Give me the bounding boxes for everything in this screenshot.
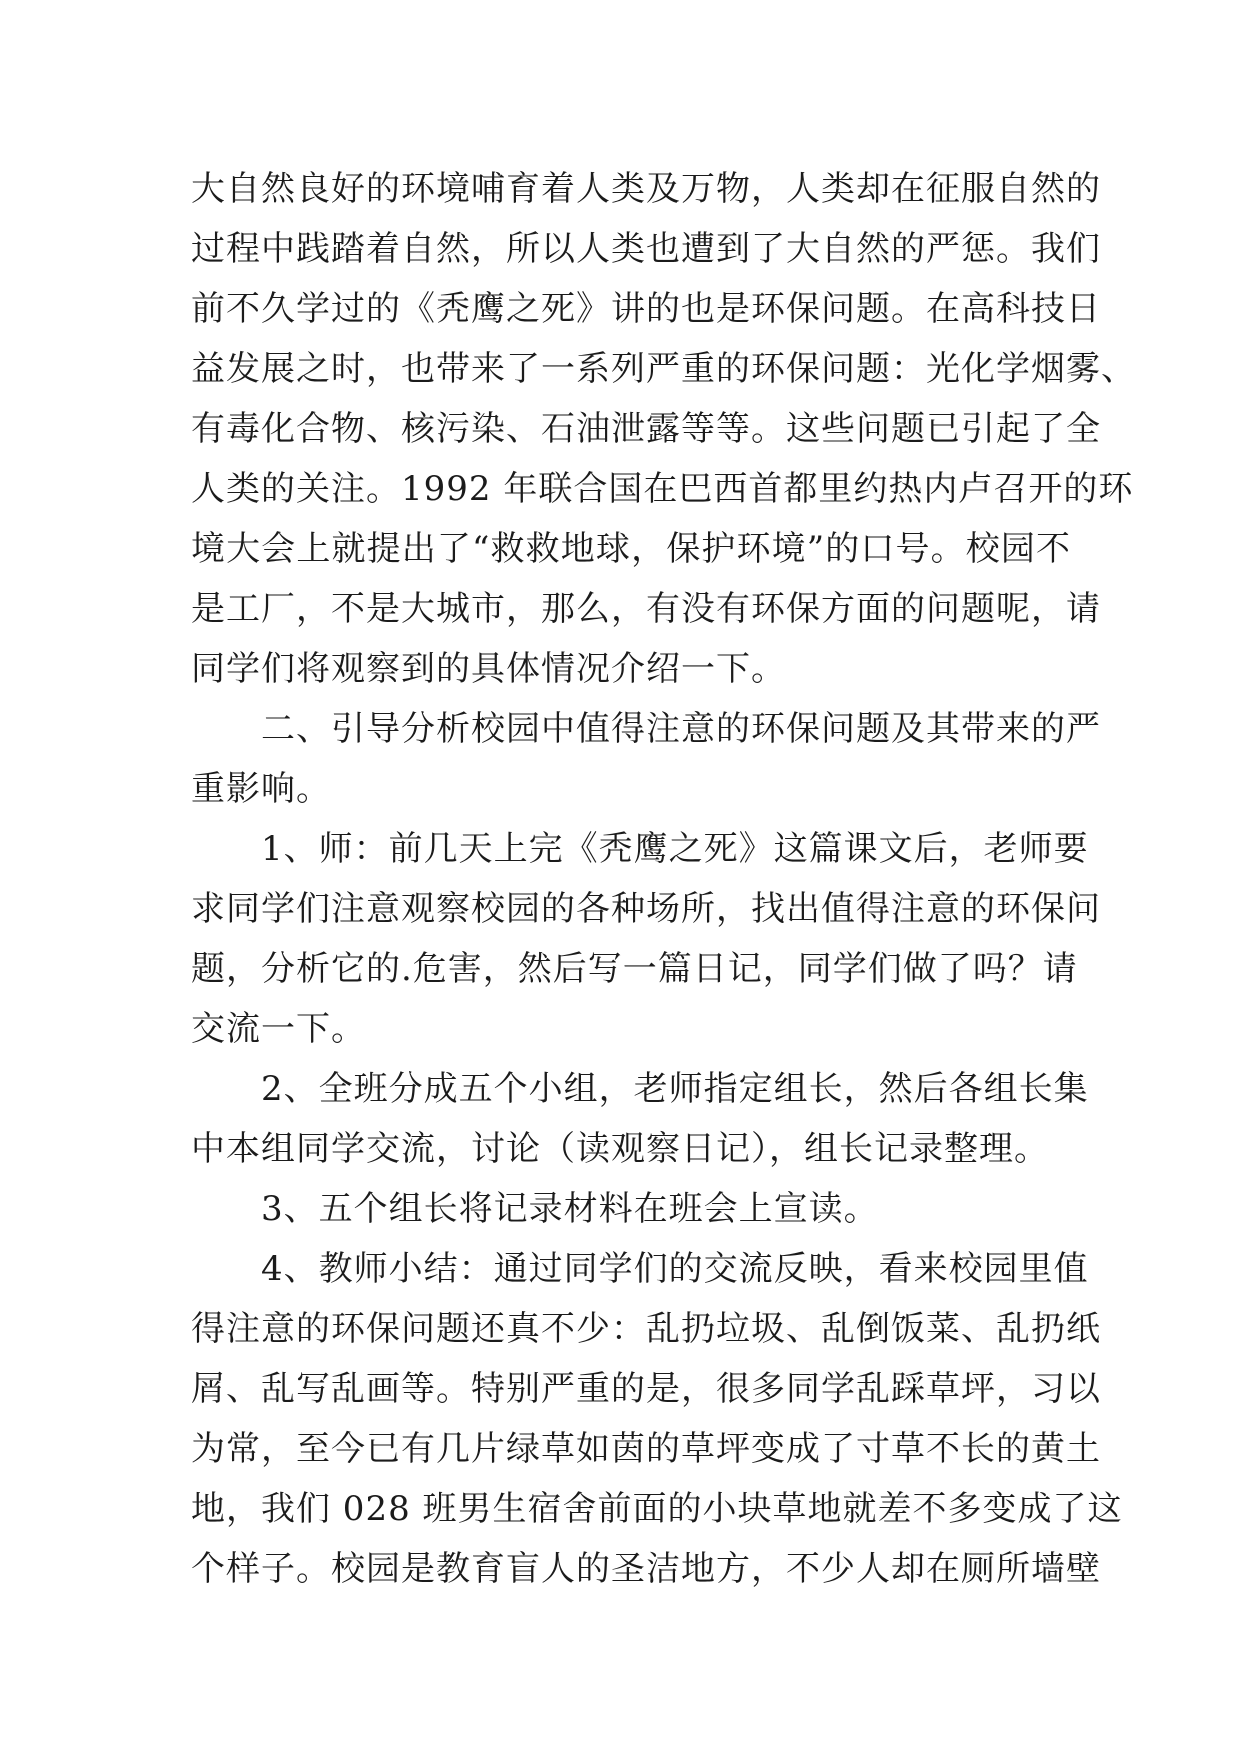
text-line: 3、五个组长将记录材料在班会上宣读。 [261,1189,879,1229]
text-line: 2、全班分成五个小组，老师指定组长，然后各组长集 [261,1069,1089,1109]
text-line: 交流一下。 [191,1009,366,1049]
text-line: 境大会上就提出了“救救地球，保护环境”的口号。校园不 [191,529,1071,569]
text-line: 益发展之时，也带来了一系列严重的环保问题：光化学烟雾、 [191,349,1136,389]
text-line: 为常，至今已有几片绿草如茵的草坪变成了寸草不长的黄土 [191,1429,1101,1469]
text-line: 过程中践踏着自然，所以人类也遭到了大自然的严惩。我们 [191,229,1101,269]
text-line: 题，分析它的.危害，然后写一篇日记，同学们做了吗？请 [191,949,1078,989]
text-line: 同学们将观察到的具体情况介绍一下。 [191,649,786,689]
paragraph-section-2 [191,699,1101,819]
paragraph-item-4 [191,1239,1123,1599]
text-line: 前不久学过的《秃鹰之死》讲的也是环保问题。在高科技日 [191,289,1101,329]
text-line: 二、引导分析校园中值得注意的环保问题及其带来的严 [261,709,1101,749]
text-line: 得注意的环保问题还真不少：乱扔垃圾、乱倒饭菜、乱扔纸 [191,1309,1101,1349]
text-line: 屑、乱写乱画等。特别严重的是，很多同学乱踩草坪，习以 [191,1369,1101,1409]
text-line: 求同学们注意观察校园的各种场所，找出值得注意的环保问 [191,889,1101,929]
paragraph-intro [191,159,1136,699]
text-line: 人类的关注。1992 年联合国在巴西首都里约热内卢召开的环 [191,469,1134,509]
text-line: 有毒化合物、核污染、石油泄露等等。这些问题已引起了全 [191,409,1101,449]
paragraph-item-1 [191,819,1101,1059]
paragraph-item-3 [191,1179,1071,1239]
text-line: 中本组同学交流，讨论（读观察日记），组长记录整理。 [191,1129,1049,1169]
text-line: 大自然良好的环境哺育着人类及万物，人类却在征服自然的 [191,169,1101,209]
text-line: 4、教师小结：通过同学们的交流反映，看来校园里值 [261,1249,1089,1289]
text-line: 是工厂，不是大城市，那么，有没有环保方面的问题呢，请 [191,589,1101,629]
text-line: 个样子。校园是教育盲人的圣洁地方，不少人却在厕所墙壁 [191,1549,1101,1589]
text-line: 重影响。 [191,769,331,809]
text-line: 地，我们 028 班男生宿舍前面的小块草地就差不多变成了这 [191,1489,1123,1529]
paragraph-item-2 [191,1059,1089,1179]
text-line: 1、师：前几天上完《秃鹰之死》这篇课文后，老师要 [261,829,1089,869]
document-body [191,159,1136,1599]
